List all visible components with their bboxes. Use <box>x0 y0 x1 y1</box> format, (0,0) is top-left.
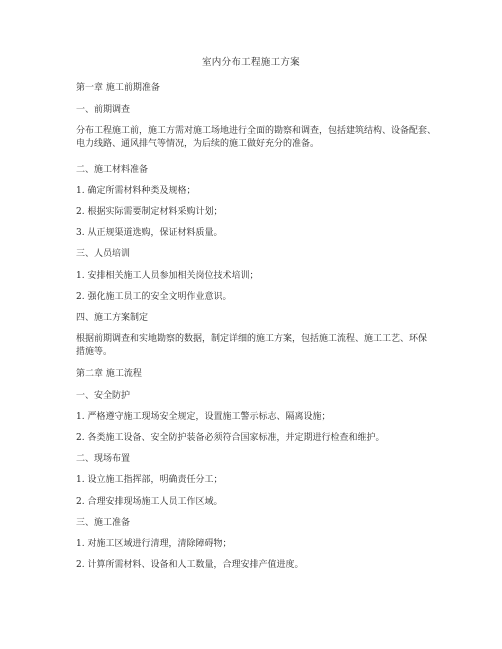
section-heading: 四、施工方案制定 <box>76 313 149 323</box>
paragraph <box>76 125 436 151</box>
paragraph-line: 措施等。 <box>76 347 113 357</box>
list-item: 1. 设立施工指挥部，明确责任分工； <box>76 475 223 485</box>
section-heading: 三、施工准备 <box>76 518 131 528</box>
paragraph-line: 根据前期调查和实地勘察的数据，制定详细的施工方案，包括施工流程、施工工艺、环保 <box>76 334 428 344</box>
list-item: 2. 各类施工设备、安全防护装备必须符合国家标准，并定期进行检查和维护。 <box>76 433 385 443</box>
paragraph-line: 分布工程施工前，施工方需对施工场地进行全面的勘察和调查，包括建筑结构、设备配套、 <box>76 126 437 136</box>
paragraph-line: 电力线路、通风排气等情况，为后续的施工做好充分的准备。 <box>76 139 320 149</box>
section-heading: 二、施工材料准备 <box>76 165 149 175</box>
list-item: 2. 强化施工员工的安全文明作业意识。 <box>76 292 232 302</box>
section-heading: 三、人员培训 <box>76 249 131 259</box>
list-item: 1. 安排相关施工人员参加相关岗位技术培训； <box>76 271 259 281</box>
paragraph <box>76 333 436 359</box>
list-item: 2. 合理安排现场施工人员工作区域。 <box>76 497 223 507</box>
section-heading: 一、前期调查 <box>76 105 131 115</box>
chapter-heading: 第二章 施工流程 <box>76 369 142 379</box>
list-item: 1. 对施工区域进行清理，清除障碍物； <box>76 539 232 549</box>
section-heading: 二、现场布置 <box>76 454 131 464</box>
list-item: 2. 根据实际需要制定材料采购计划； <box>76 207 223 217</box>
list-item: 1. 严格遵守施工现场安全规定，设置施工警示标志、隔离设施； <box>76 412 331 422</box>
list-item: 1. 确定所需材料种类及规格； <box>76 186 196 196</box>
section-heading: 一、安全防护 <box>76 391 131 401</box>
chapter-heading: 第一章 施工前期准备 <box>76 83 160 93</box>
document-title: 室内分布工程施工方案 <box>201 57 300 68</box>
list-item: 3. 从正规渠道选购，保证材料质量。 <box>76 228 223 238</box>
list-item: 2. 计算所需材料、设备和人工数量，合理安排产值进度。 <box>76 560 304 570</box>
